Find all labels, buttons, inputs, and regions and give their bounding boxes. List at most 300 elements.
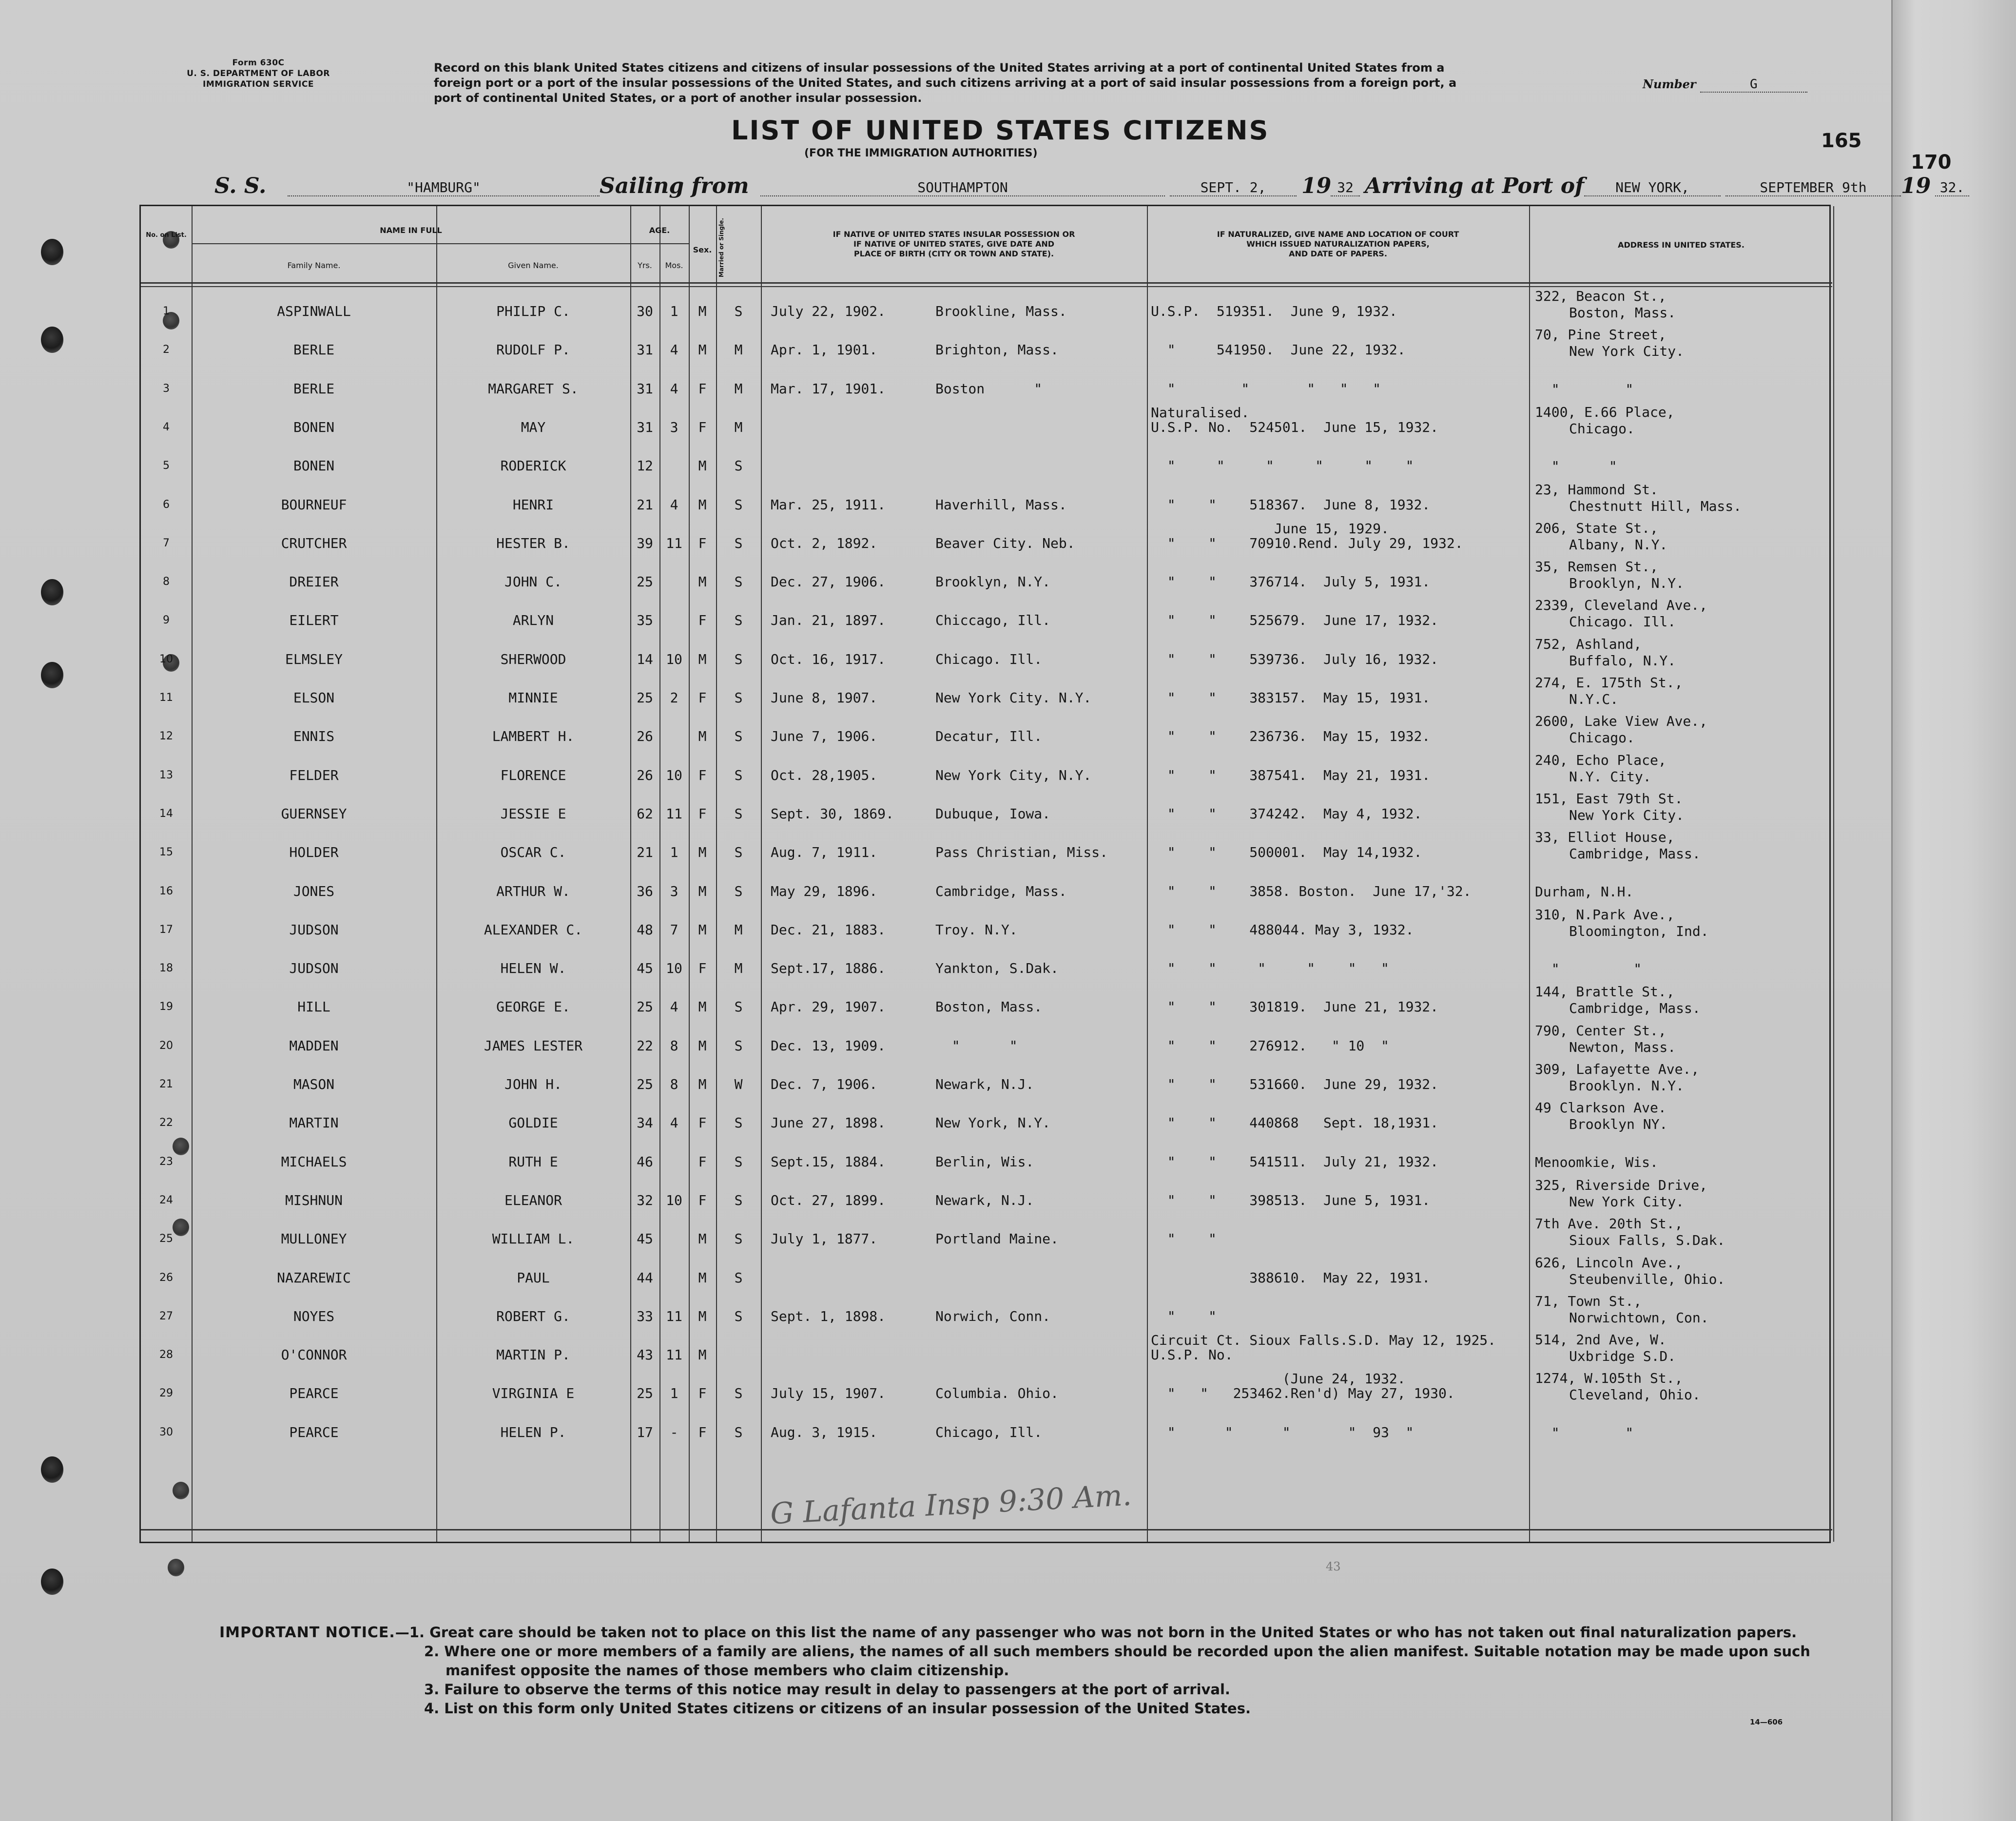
header-line: IF NATIVE OF UNITED STATES INSULAR POSSESSION OR xyxy=(833,230,1075,239)
cell-no: 14 xyxy=(159,807,173,820)
table-row xyxy=(141,866,1832,905)
header-line: WHICH ISSUED NATURALIZATION PAPERS, xyxy=(1246,239,1430,249)
cell-ms: S xyxy=(734,767,743,783)
cell-ms: S xyxy=(734,1192,743,1208)
table-row xyxy=(141,789,1832,827)
cell-birth-place: New York, N.Y. xyxy=(935,1115,1051,1131)
header-instructions xyxy=(434,60,1565,106)
cell-address: 752, Ashland, xyxy=(1535,636,1642,652)
year-label: 19 xyxy=(1301,174,1332,198)
cell-address-line2: Chicago. xyxy=(1569,730,1635,746)
cell-address: 71, Town St., xyxy=(1535,1293,1642,1309)
table-row xyxy=(141,750,1832,789)
cell-family: FELDER xyxy=(289,767,339,783)
table-row xyxy=(141,943,1832,982)
cell-address: " " xyxy=(1535,458,1617,475)
cell-birth-date: June 7, 1906. xyxy=(771,728,878,745)
cell-given: JESSIE E xyxy=(500,805,566,822)
cell-birth-place: Beaver City. Neb. xyxy=(935,535,1075,551)
table-row xyxy=(141,480,1832,518)
cell-ms: M xyxy=(734,342,743,358)
cell-yrs: 30 xyxy=(637,303,653,319)
cell-given: RODERICK xyxy=(500,458,566,474)
cell-naturalization-line2: " " 253462.Ren'd) May 27, 1930. xyxy=(1151,1385,1455,1402)
cell-mos: 4 xyxy=(670,380,678,397)
cell-sex: F xyxy=(698,767,707,783)
cell-yrs: 26 xyxy=(637,767,653,783)
cell-naturalization: " " " " " " xyxy=(1151,458,1414,474)
cell-no: 19 xyxy=(159,1001,173,1013)
header-line: AND DATE OF PAPERS. xyxy=(1289,249,1387,258)
cell-birth-place: Boston, Mass. xyxy=(935,999,1043,1015)
table-row xyxy=(141,634,1832,673)
col-header-age: AGE. xyxy=(649,226,670,235)
cell-mos: 1 xyxy=(670,1385,678,1402)
cell-yrs: 14 xyxy=(637,651,653,667)
cell-address: 626, Lincoln Ave., xyxy=(1535,1254,1683,1271)
cell-sex: M xyxy=(698,574,707,590)
table-row xyxy=(141,1407,1832,1446)
cell-ms: S xyxy=(734,1308,743,1324)
cell-address: Durham, N.H. xyxy=(1535,883,1634,900)
cell-birth-date: June 8, 1907. xyxy=(771,690,878,706)
cell-family: EILERT xyxy=(289,612,339,629)
cell-no: 16 xyxy=(159,885,173,897)
cell-address: 23, Hammond St. xyxy=(1535,481,1658,498)
cell-family: ASPINWALL xyxy=(277,303,351,319)
cell-yrs: 22 xyxy=(637,1037,653,1054)
notice-item-3: 3. Failure to observe the terms of this notice may result in delay to passengers at the port of arrival. xyxy=(424,1681,1230,1698)
cell-given: RUDOLF P. xyxy=(496,342,570,358)
cell-address: 274, E. 175th St., xyxy=(1535,675,1683,691)
cell-address-line2: N.Y. City. xyxy=(1569,768,1651,785)
cell-birth-place: Portland Maine. xyxy=(935,1231,1059,1247)
notice-item-2-continued: manifest opposite the names of those members who claim citizenship. xyxy=(446,1662,1009,1679)
cell-ms: S xyxy=(734,458,743,474)
cell-address-line2: Newton, Mass. xyxy=(1569,1039,1676,1055)
cell-ms: S xyxy=(734,303,743,319)
cell-family: HOLDER xyxy=(289,844,339,861)
ss-label: S. S. xyxy=(214,174,267,198)
cell-address-line2: Cleveland, Ohio. xyxy=(1569,1387,1701,1403)
cell-address: 310, N.Park Ave., xyxy=(1535,906,1675,923)
table-row xyxy=(141,673,1832,711)
cell-sex: F xyxy=(698,612,707,629)
cell-address-line2: Cambridge, Mass. xyxy=(1569,846,1701,862)
cell-given: GOLDIE xyxy=(508,1115,558,1131)
cell-birth-place: Chicago, Ill. xyxy=(935,1424,1043,1440)
cell-sex: M xyxy=(698,342,707,358)
cell-family: GUERNSEY xyxy=(281,805,347,822)
cell-sex: M xyxy=(698,1347,707,1363)
cell-sex: M xyxy=(698,999,707,1015)
cell-no: 26 xyxy=(159,1271,173,1284)
cell-given: ROBERT G. xyxy=(496,1308,570,1324)
cell-given: RUTH E xyxy=(508,1153,558,1170)
col-header-given: Given Name. xyxy=(508,261,559,270)
cell-yrs: 17 xyxy=(637,1424,653,1440)
form-identifier xyxy=(146,58,370,90)
cell-ms: M xyxy=(734,419,743,435)
cell-naturalization: " " 518367. June 8, 1932. xyxy=(1151,496,1431,513)
header-line: IF NATURALIZED, GIVE NAME AND LOCATION OF COURT xyxy=(1217,230,1459,239)
cell-mos: 3 xyxy=(670,883,678,899)
cell-ms: W xyxy=(734,1076,743,1092)
cell-address-line2: Chicago. Ill. xyxy=(1569,614,1676,630)
cell-address: " " xyxy=(1535,1424,1634,1441)
cell-birth-place: Newark, N.J. xyxy=(935,1192,1034,1208)
cell-ms: S xyxy=(734,651,743,667)
cell-yrs: 33 xyxy=(637,1308,653,1324)
cell-mos: 10 xyxy=(666,960,682,977)
cell-naturalization: U.S.P. 519351. June 9, 1932. xyxy=(1151,303,1397,319)
cell-birth-place: Decatur, Ill. xyxy=(935,728,1043,745)
cell-no: 5 xyxy=(163,460,170,472)
cell-naturalization: " " " " 93 " xyxy=(1151,1424,1414,1440)
cell-yrs: 46 xyxy=(637,1153,653,1170)
voyage-line xyxy=(214,174,1965,203)
cell-no: 6 xyxy=(163,498,170,511)
notice-item-2: 2. Where one or more members of a family are aliens, the names of all such members should be recorded upon the alien manifest. Suitable notation may be made upon such xyxy=(424,1643,1810,1660)
cell-no: 10 xyxy=(159,653,173,665)
cell-address: 2600, Lake View Ave., xyxy=(1535,713,1708,730)
page-number-stamp: 165 xyxy=(1821,130,1862,152)
cell-naturalization: " " 374242. May 4, 1932. xyxy=(1151,805,1422,822)
service-name: IMMIGRATION SERVICE xyxy=(203,79,314,89)
port-of-departure: SOUTHAMPTON xyxy=(760,179,1165,196)
cell-naturalization: " " 301819. June 21, 1932. xyxy=(1151,999,1439,1015)
cell-ms: S xyxy=(734,690,743,706)
cell-address: 7th Ave. 20th St., xyxy=(1535,1216,1683,1232)
col-header-no: No. on List. xyxy=(146,232,187,239)
cell-sex: M xyxy=(698,1231,707,1247)
binder-hole xyxy=(41,579,63,605)
table-row xyxy=(141,1137,1832,1175)
cell-given: ARTHUR W. xyxy=(496,883,570,899)
cell-family: MISHNUN xyxy=(285,1192,343,1208)
passenger-table xyxy=(139,205,1831,1543)
cell-family: CRUTCHER xyxy=(281,535,347,551)
cell-birth-place: Haverhill, Mass. xyxy=(935,496,1067,513)
cell-birth-date: Mar. 17, 1901. xyxy=(771,380,886,397)
header-line: IF NATIVE OF UNITED STATES, GIVE DATE AND xyxy=(853,239,1055,249)
cell-ms: S xyxy=(734,1115,743,1131)
table-row xyxy=(141,827,1832,866)
cell-family: NOYES xyxy=(293,1308,335,1324)
cell-birth-place: Berlin, Wis. xyxy=(935,1153,1034,1170)
cell-no: 20 xyxy=(159,1039,173,1052)
cell-given: ALEXANDER C. xyxy=(484,921,583,938)
cell-yrs: 21 xyxy=(637,496,653,513)
cell-ms: S xyxy=(734,1037,743,1054)
cell-family: JONES xyxy=(293,883,335,899)
cell-ms: S xyxy=(734,1385,743,1402)
cell-ms: S xyxy=(734,574,743,590)
cell-given: GEORGE E. xyxy=(496,999,570,1015)
cell-mos: 10 xyxy=(666,651,682,667)
cell-family: MASON xyxy=(293,1076,335,1092)
table-row xyxy=(141,1175,1832,1214)
cell-yrs: 26 xyxy=(637,728,653,745)
notice-text: —1. Great care should be taken not to place on this list the name of any passenger who was not born in the United States or who has not taken out final naturalization papers. xyxy=(395,1624,1797,1641)
cell-address-line2: Chestnutt Hill, Mass. xyxy=(1569,498,1742,514)
table-row xyxy=(141,364,1832,402)
cell-address: 322, Beacon St., xyxy=(1535,288,1667,304)
cell-birth-date: Apr. 1, 1901. xyxy=(771,342,878,358)
cell-birth-place: Yankton, S.Dak. xyxy=(935,960,1059,977)
table-row xyxy=(141,402,1832,441)
cell-birth-place: Columbia. Ohio. xyxy=(935,1385,1059,1402)
cell-sex: M xyxy=(698,1037,707,1054)
sailing-label: Sailing from xyxy=(600,174,749,198)
cell-given: HELEN P. xyxy=(500,1424,566,1440)
cell-given: MAY xyxy=(521,419,546,435)
cell-given: JOHN H. xyxy=(504,1076,562,1092)
cell-ms: S xyxy=(734,535,743,551)
cell-yrs: 44 xyxy=(637,1269,653,1286)
cell-address: 33, Elliot House, xyxy=(1535,829,1675,846)
cell-given: HESTER B. xyxy=(496,535,570,551)
cell-sex: M xyxy=(698,1308,707,1324)
cell-address-line2: Uxbridge S.D. xyxy=(1569,1348,1676,1365)
cell-mos: 11 xyxy=(666,535,682,551)
cell-family: BERLE xyxy=(293,342,335,358)
cell-given: JAMES LESTER xyxy=(484,1037,583,1054)
cell-address: 144, Brattle St., xyxy=(1535,984,1675,1000)
cell-sex: F xyxy=(698,1192,707,1208)
cell-sex: F xyxy=(698,1115,707,1131)
cell-mos: 4 xyxy=(670,496,678,513)
cell-address: " " xyxy=(1535,961,1642,977)
cell-given: SHERWOOD xyxy=(500,651,566,667)
col-header-married: Married or Single. xyxy=(718,218,725,277)
cell-birth-date: Jan. 21, 1897. xyxy=(771,612,886,629)
cell-birth-place: Boston " xyxy=(935,380,1043,397)
cell-address-line2: Brooklyn NY. xyxy=(1569,1116,1668,1133)
cell-family: MICHAELS xyxy=(281,1153,347,1170)
cell-naturalization: " " xyxy=(1151,1308,1217,1324)
cell-address-line2: Buffalo, N.Y. xyxy=(1569,652,1676,669)
page-title: LIST OF UNITED STATES CITIZENS xyxy=(731,115,1270,146)
ship-name: "HAMBURG" xyxy=(288,179,600,196)
cell-naturalization: " " 440868 Sept. 18,1931. xyxy=(1151,1115,1439,1131)
cell-no: 18 xyxy=(159,962,173,975)
cell-naturalization: (June 24, 1932. xyxy=(1151,1371,1406,1387)
cell-birth-date: Apr. 29, 1907. xyxy=(771,999,886,1015)
cell-address-line2: New York City. xyxy=(1569,343,1685,360)
cell-naturalization: " " 525679. June 17, 1932. xyxy=(1151,612,1439,629)
cell-yrs: 45 xyxy=(637,1231,653,1247)
cell-given: MARGARET S. xyxy=(488,380,579,397)
cell-family: DREIER xyxy=(289,574,339,590)
table-row xyxy=(141,557,1832,595)
cell-family: BERLE xyxy=(293,380,335,397)
cell-address: 2339, Cleveland Ave., xyxy=(1535,597,1708,614)
cell-sex: M xyxy=(698,458,707,474)
cell-address: 240, Echo Place, xyxy=(1535,752,1667,768)
cell-sex: F xyxy=(698,380,707,397)
page-subtitle: (FOR THE IMMIGRATION AUTHORITIES) xyxy=(804,147,1038,159)
cell-address-line2: Norwichtown, Con. xyxy=(1569,1309,1709,1326)
cell-mos: 10 xyxy=(666,1192,682,1208)
cell-naturalization: " " " " " xyxy=(1151,380,1381,397)
cell-yrs: 12 xyxy=(637,458,653,474)
table-row xyxy=(141,1059,1832,1098)
cell-no: 4 xyxy=(163,421,170,433)
cell-yrs: 62 xyxy=(637,805,653,822)
cell-address: 49 Clarkson Ave. xyxy=(1535,1100,1667,1116)
cell-no: 3 xyxy=(163,382,170,395)
header-line: PLACE OF BIRTH (CITY OR TOWN AND STATE). xyxy=(853,249,1054,258)
binder-hole xyxy=(41,662,63,688)
cell-address: " " xyxy=(1535,381,1634,397)
cell-given: JOHN C. xyxy=(504,574,562,590)
cell-sex: M xyxy=(698,303,707,319)
cell-mos: 11 xyxy=(666,1308,682,1324)
cell-mos: 3 xyxy=(670,419,678,435)
cell-address: 790, Center St., xyxy=(1535,1022,1667,1039)
cell-naturalization: " " 3858. Boston. June 17,'32. xyxy=(1151,883,1472,899)
cell-birth-place: Pass Christian, Miss. xyxy=(935,844,1108,861)
cell-birth-date: Dec. 27, 1906. xyxy=(771,574,886,590)
cell-sex: M xyxy=(698,728,707,745)
cell-family: BONEN xyxy=(293,419,335,435)
cell-no: 1 xyxy=(163,305,170,317)
cell-mos: 1 xyxy=(670,844,678,861)
cell-no: 28 xyxy=(159,1349,173,1361)
binder-hole xyxy=(41,239,63,265)
cell-naturalization-line2: " " 70910.Rend. July 29, 1932. xyxy=(1151,535,1463,551)
table-row xyxy=(141,518,1832,557)
cell-birth-date: Sept. 30, 1869. xyxy=(771,805,894,822)
col-header-name: NAME IN FULL xyxy=(380,226,442,235)
important-notice xyxy=(219,1623,1828,1718)
form-number: Form 630C xyxy=(232,58,285,68)
cell-address: 35, Remsen St., xyxy=(1535,559,1658,575)
cell-mos: 11 xyxy=(666,1347,682,1363)
cell-ms: S xyxy=(734,1269,743,1286)
cell-birth-place: New York City, N.Y. xyxy=(935,767,1092,783)
cell-family: BONEN xyxy=(293,458,335,474)
table-row xyxy=(141,441,1832,479)
cell-given: HELEN W. xyxy=(500,960,566,977)
cell-address: 325, Riverside Drive, xyxy=(1535,1177,1708,1193)
cell-mos: 2 xyxy=(670,690,678,706)
cell-naturalization: " " 387541. May 21, 1931. xyxy=(1151,767,1431,783)
binder-hole xyxy=(41,1569,63,1595)
cell-address: Menoomkie, Wis. xyxy=(1535,1154,1658,1170)
cell-given: OSCAR C. xyxy=(500,844,566,861)
cell-family: JUDSON xyxy=(289,960,339,977)
cell-sex: F xyxy=(698,1385,707,1402)
cell-sex: M xyxy=(698,883,707,899)
cell-no: 27 xyxy=(159,1310,173,1322)
cell-family: ELMSLEY xyxy=(285,651,343,667)
col-header-sex: Sex. xyxy=(693,245,712,254)
cell-yrs: 31 xyxy=(637,419,653,435)
cell-address-line2: New York City. xyxy=(1569,1193,1685,1210)
cell-address-line2: Brooklyn. N.Y. xyxy=(1569,1078,1685,1094)
cell-birth-date: July 1, 1877. xyxy=(771,1231,878,1247)
cell-sex: M xyxy=(698,844,707,861)
cell-address-line2: N.Y.C. xyxy=(1569,691,1619,707)
cell-address: 151, East 79th St. xyxy=(1535,790,1683,807)
binder-grommet xyxy=(168,1559,184,1576)
cell-no: 11 xyxy=(159,692,173,704)
cell-sex: F xyxy=(698,805,707,822)
cell-birth-place: Newark, N.J. xyxy=(935,1076,1034,1092)
table-row xyxy=(141,1253,1832,1291)
cell-naturalization: " " 531660. June 29, 1932. xyxy=(1151,1076,1439,1092)
cell-family: ENNIS xyxy=(293,728,335,745)
cell-naturalization-line2: U.S.P. No. xyxy=(1151,1347,1233,1363)
cell-mos: - xyxy=(670,1424,678,1440)
cell-naturalization: " " " " " " xyxy=(1151,960,1389,977)
cell-naturalization: " " 398513. June 5, 1931. xyxy=(1151,1192,1431,1208)
cell-no: 22 xyxy=(159,1117,173,1129)
cell-naturalization: " " xyxy=(1151,1231,1217,1247)
cell-sex: M xyxy=(698,1076,707,1092)
port-of-arrival: NEW YORK, xyxy=(1584,179,1721,196)
cell-ms: S xyxy=(734,883,743,899)
cell-sex: M xyxy=(698,921,707,938)
cell-family: PEARCE xyxy=(289,1385,339,1402)
cell-birth-date: Oct. 16, 1917. xyxy=(771,651,886,667)
cell-address-line2: Boston, Mass. xyxy=(1569,305,1676,321)
table-row xyxy=(141,1330,1832,1368)
cell-yrs: 34 xyxy=(637,1115,653,1131)
cell-yrs: 25 xyxy=(637,1385,653,1402)
cell-given: PAUL xyxy=(517,1269,550,1286)
arrival-date: SEPTEMBER 9th xyxy=(1725,179,1901,196)
cell-address-line2: Brooklyn, N.Y. xyxy=(1569,575,1685,592)
cell-no: 21 xyxy=(159,1078,173,1090)
cell-birth-date: Dec. 21, 1883. xyxy=(771,921,886,938)
cell-family: HILL xyxy=(297,999,330,1015)
cell-mos: 7 xyxy=(670,921,678,938)
cell-address: 309, Lafayette Ave., xyxy=(1535,1061,1700,1077)
table-row xyxy=(141,905,1832,943)
cell-sex: F xyxy=(698,690,707,706)
cell-birth-place: New York City. N.Y. xyxy=(935,690,1092,706)
cell-birth-place: Chiccago, Ill. xyxy=(935,612,1051,629)
cell-given: LAMBERT H. xyxy=(492,728,575,745)
cell-mos: 8 xyxy=(670,1076,678,1092)
cell-family: JUDSON xyxy=(289,921,339,938)
notice-item-1 xyxy=(219,1623,1828,1642)
cell-birth-date: Aug. 3, 1915. xyxy=(771,1424,878,1440)
cell-given: ELEANOR xyxy=(504,1192,562,1208)
cell-birth-date: July 22, 1902. xyxy=(771,303,886,319)
cell-birth-place: Troy. N.Y. xyxy=(935,921,1018,938)
cell-birth-date: June 27, 1898. xyxy=(771,1115,886,1131)
cell-birth-date: July 15, 1907. xyxy=(771,1385,886,1402)
cell-yrs: 25 xyxy=(637,999,653,1015)
table-row xyxy=(141,286,1832,325)
cell-ms: M xyxy=(734,380,743,397)
form-code: 14—606 xyxy=(1750,1718,1783,1726)
table-row xyxy=(141,982,1832,1020)
table-row xyxy=(141,1291,1832,1330)
col-header-naturalized xyxy=(1147,230,1529,259)
cell-sex: F xyxy=(698,1424,707,1440)
cell-given: MINNIE xyxy=(508,690,558,706)
cell-given: WILLIAM L. xyxy=(492,1231,575,1247)
cell-address: 514, 2nd Ave, W. xyxy=(1535,1332,1667,1348)
cell-no: 9 xyxy=(163,614,170,627)
cell-naturalization: June 15, 1929. xyxy=(1151,520,1389,537)
cell-no: 24 xyxy=(159,1194,173,1206)
